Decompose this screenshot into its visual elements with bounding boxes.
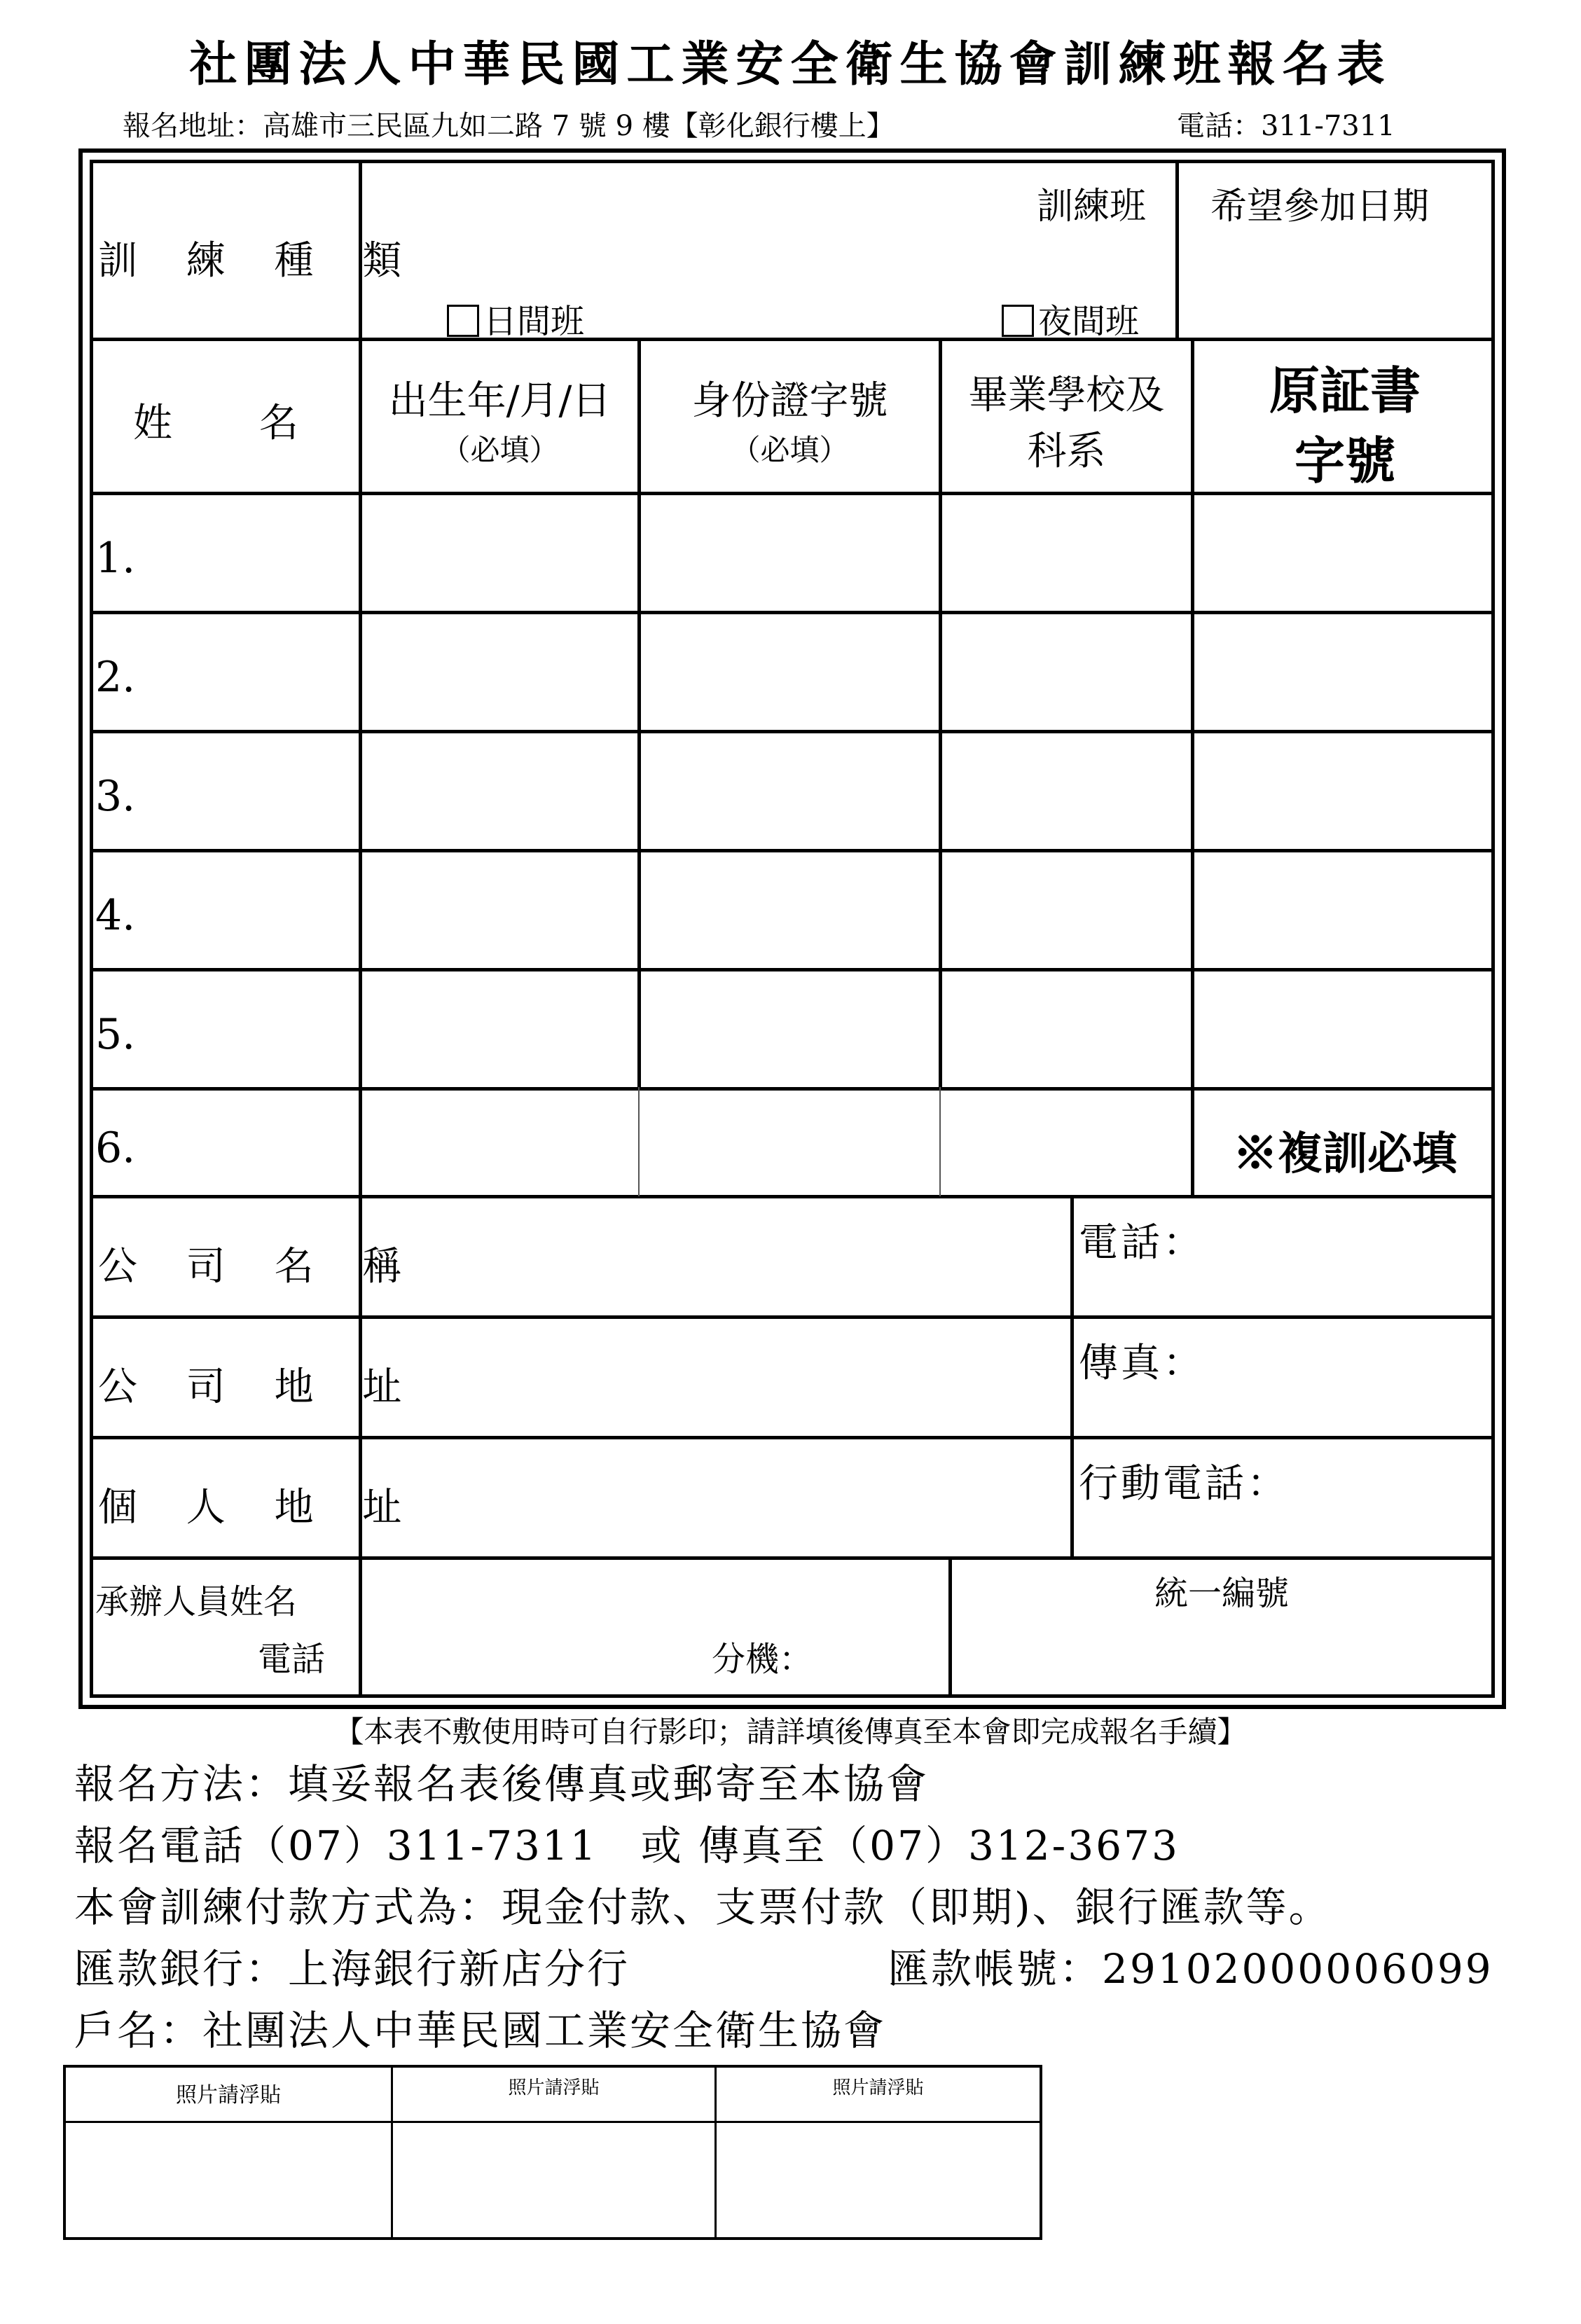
registration-address: 報名地址：高雄市三民區九如二路 7 號 9 樓【彰化銀行樓上】 (123, 110, 895, 142)
name-column-header: 姓 名 (133, 401, 301, 446)
day-class-label: 日間班 (483, 302, 585, 341)
row-number: 4. (95, 891, 136, 940)
account-name: 戶名：社團法人中華民國工業安全衛生協會 (74, 2007, 887, 2054)
grid-line (90, 1195, 1495, 1198)
row-number: 5. (95, 1010, 136, 1059)
certificate-column-header-line2: 字號 (1294, 431, 1395, 490)
extension-label: 分機： (712, 1640, 813, 1679)
personal-address-label: 個 人 地 址 (98, 1485, 420, 1530)
preferred-date-label: 希望參加日期 (1210, 186, 1430, 228)
grid-line (90, 611, 1495, 614)
contact-phone-label: 電話 (258, 1640, 326, 1679)
training-class-label: 訓練班 (1037, 186, 1147, 228)
grid-line (1175, 160, 1179, 339)
training-type-label: 訓 練 種 類 (98, 238, 420, 284)
row-number: 6. (95, 1123, 136, 1173)
grid-line (939, 1087, 941, 1196)
certificate-column-header: 原証書 (1269, 361, 1421, 420)
grid-line (638, 1087, 640, 1196)
grid-line (90, 1436, 1495, 1439)
form-title: 社團法人中華民國工業安全衛生協會訓練班報名表 (189, 36, 1392, 92)
school-column-header-line2: 科系 (1027, 429, 1106, 474)
photocopy-note: 【本表不敷使用時可自行影印；請詳填後傳真至本會即完成報名手續】 (334, 1715, 1247, 1749)
row-number: 3. (95, 772, 136, 821)
fax-label: 傳真： (1079, 1341, 1205, 1386)
registration-phone: 電話：311-7311 (1177, 110, 1395, 142)
grid-line (90, 849, 1495, 852)
row-number: 2. (95, 653, 136, 702)
photo-label: 照片請浮貼 (832, 2077, 924, 2098)
grid-line (90, 730, 1495, 733)
registration-contact: 報名電話（07）311-7311 或 傳真至（07）312-3673 (74, 1822, 1180, 1869)
day-class-option[interactable] (447, 294, 584, 343)
payment-methods: 本會訓練付款方式為：現金付款、支票付款（即期)、銀行匯款等。 (74, 1883, 1332, 1931)
row-number: 1. (95, 534, 136, 583)
mobile-phone-label: 行動電話： (1079, 1461, 1289, 1507)
preferred-date-field[interactable] (1184, 231, 1492, 333)
night-class-checkbox[interactable] (1002, 305, 1034, 337)
id-column-header: 身份證字號 (691, 378, 888, 424)
id-required-note: （必填） (731, 433, 849, 467)
night-class-option[interactable] (1002, 294, 1139, 343)
grid-line (90, 338, 1495, 341)
registration-method: 報名方法：填妥報名表後傳真或郵寄至本協會 (74, 1760, 930, 1808)
school-column-header: 畢業學校及 (968, 373, 1165, 418)
company-name-label: 公 司 名 稱 (98, 1244, 420, 1289)
remittance-account: 匯款帳號：29102000006099 (888, 1945, 1493, 1993)
remittance-bank: 匯款銀行：上海銀行新店分行 (74, 1945, 630, 1993)
grid-line (66, 2121, 1040, 2123)
grid-line (90, 1087, 1495, 1091)
photo-label: 照片請浮貼 (176, 2083, 281, 2108)
day-class-checkbox[interactable] (447, 305, 479, 337)
grid-line (90, 968, 1495, 971)
night-class-label: 夜間班 (1038, 302, 1140, 341)
photo-table (63, 2065, 1042, 2240)
grid-line (90, 1556, 1495, 1560)
retraining-required-note: ※複訓必填 (1233, 1128, 1457, 1180)
photo-label: 照片請浮貼 (508, 2077, 600, 2098)
grid-line (1070, 1195, 1074, 1558)
telephone-label: 電話： (1079, 1220, 1205, 1266)
company-address-label: 公 司 地 址 (98, 1364, 420, 1410)
birth-required-note: （必填） (441, 433, 559, 467)
contact-person-label: 承辦人員姓名 (95, 1582, 298, 1621)
birth-column-header: 出生年/月/日 (388, 378, 612, 424)
tax-id-label: 統一編號 (1154, 1574, 1289, 1613)
grid-line (90, 1315, 1495, 1319)
